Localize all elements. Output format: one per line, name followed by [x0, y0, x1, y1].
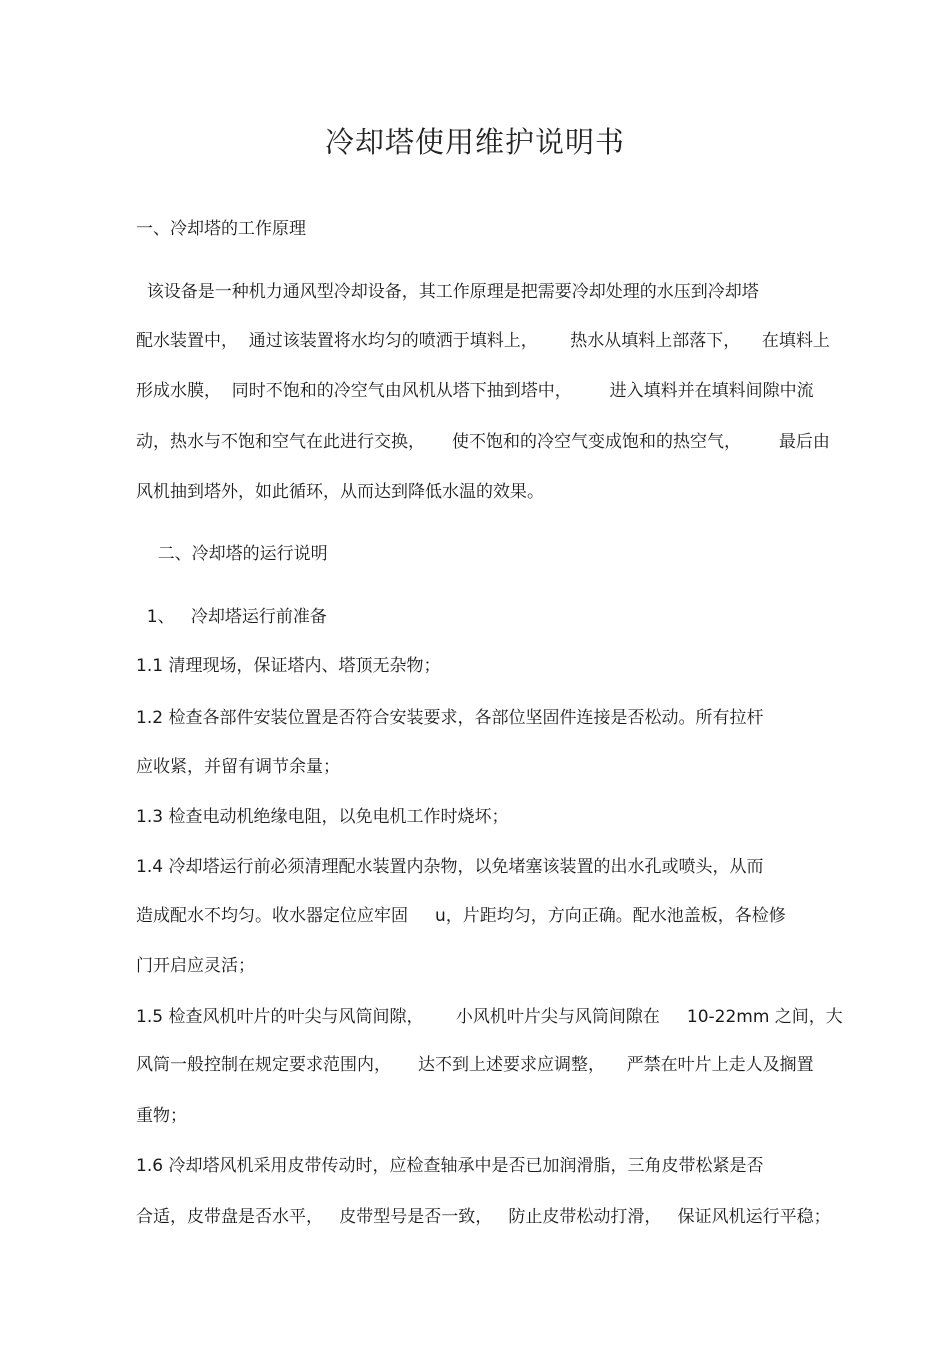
- list-item-continued: 应收紧，并留有调节余量；: [136, 757, 340, 777]
- list-item: 1.3 检查电动机绝缘电阻，以免电机工作时烧坏；: [136, 807, 509, 827]
- paragraph-line: 风机抽到塔外，如此循环，从而达到降低水温的效果。: [136, 482, 544, 502]
- list-item-continued: 门开启应灵活；: [136, 956, 255, 976]
- list-item-continued: 造成配水不均匀。收水器定位应牢固 u，片距均匀，方向正确。配水池盖板，各检修: [136, 906, 786, 926]
- paragraph-line: 动，热水与不饱和空气在此进行交换， 使不饱和的冷空气变成饱和的热空气， 最后由: [136, 432, 830, 452]
- list-item: 1.6 冷却塔风机采用皮带传动时，应检查轴承中是否已加润滑脂，三角皮带松紧是否: [136, 1156, 764, 1176]
- subsection-heading: 1、 冷却塔运行前准备: [136, 607, 327, 627]
- list-item: 1.5 检查风机叶片的叶尖与风筒间隙， 小风机叶片尖与风筒间隙在 10-22mm 之间，大: [136, 1007, 843, 1027]
- list-item-continued: 重物；: [136, 1106, 187, 1126]
- list-item-continued: 合适，皮带盘是否水平， 皮带型号是否一致， 防止皮带松动打滑， 保证风机运行平稳；: [136, 1207, 831, 1227]
- document-title: 冷却塔使用维护说明书: [324, 125, 625, 159]
- list-item-continued: 风筒一般控制在规定要求范围内， 达不到上述要求应调整， 严禁在叶片上走人及搁置: [136, 1055, 814, 1075]
- paragraph-line: 形成水膜， 同时不饱和的冷空气由风机从塔下抽到塔中， 进入填料并在填料间隙中流: [136, 381, 814, 401]
- list-item: 1.4 冷却塔运行前必须清理配水装置内杂物，以免堵塞该装置的出水孔或喷头，从而: [136, 857, 764, 877]
- section-2-heading: 二、冷却塔的运行说明: [136, 544, 328, 564]
- paragraph-line: 配水装置中， 通过该装置将水均匀的喷洒于填料上， 热水从填料上部落下， 在填料上: [136, 331, 830, 351]
- paragraph-line: 该设备是一种机力通风型冷却设备，其工作原理是把需要冷却处理的水压到冷却塔: [136, 282, 759, 302]
- section-1-heading: 一、冷却塔的工作原理: [136, 219, 306, 239]
- list-item: 1.1 清理现场，保证塔内、塔顶无杂物；: [136, 656, 441, 676]
- list-item: 1.2 检查各部件安装位置是否符合安装要求，各部位坚固件连接是否松动。所有拉杆: [136, 708, 764, 728]
